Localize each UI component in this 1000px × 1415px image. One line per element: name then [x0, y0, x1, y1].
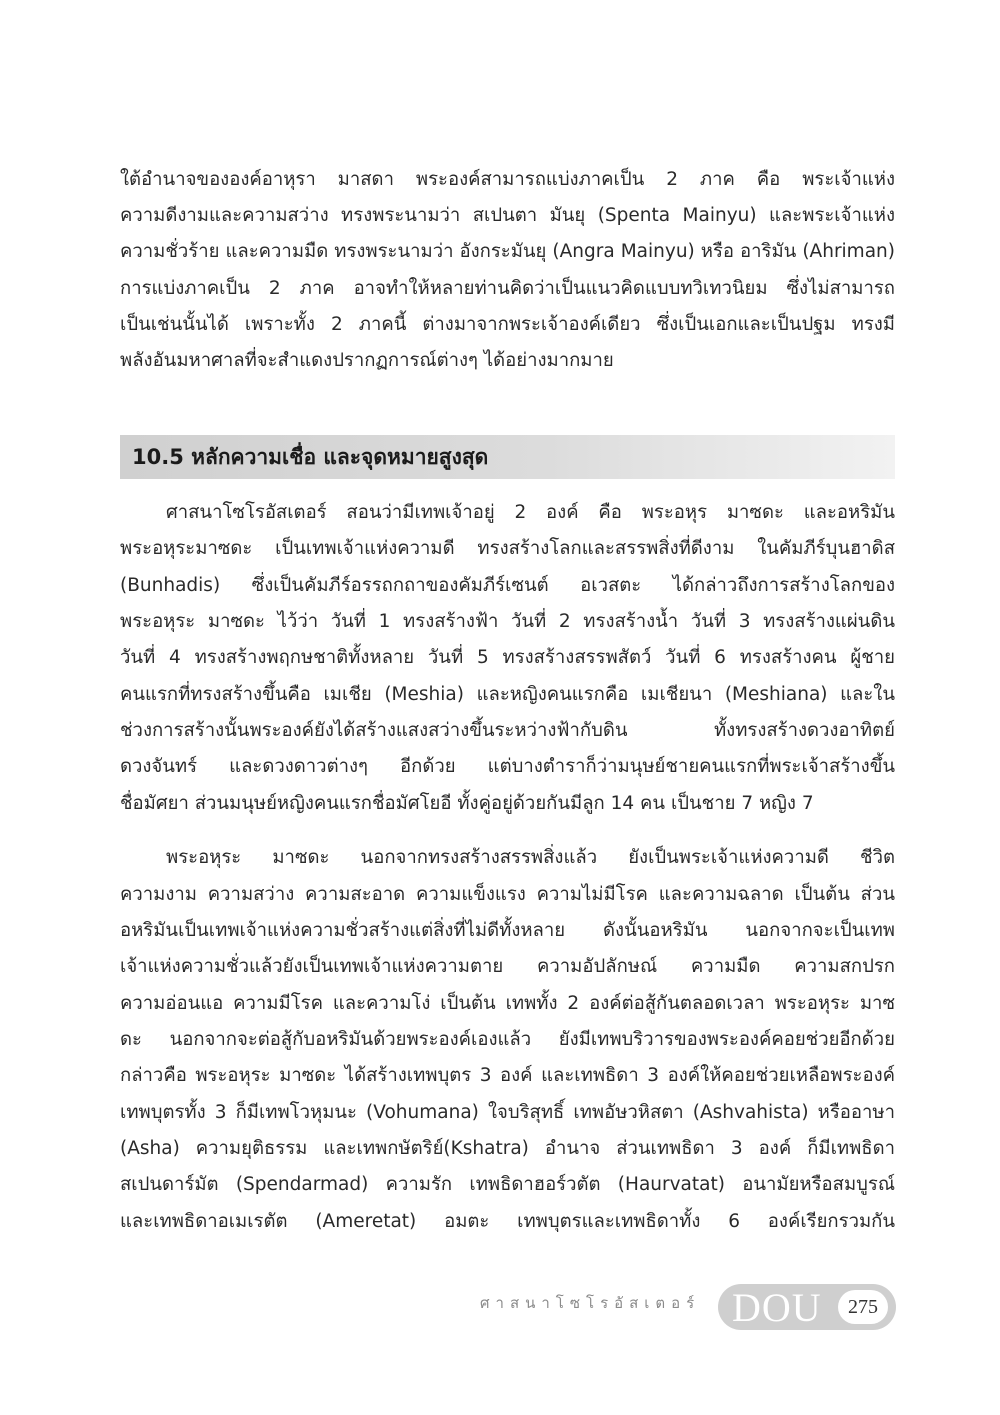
text-line: พลังอันมหาศาลที่จะสำแดงปรากฏการณ์ต่างๆ ได้อย่างมากมาย — [120, 350, 614, 371]
text-line: สเปนดาร์มัต (Spendarmad) ความรัก เทพธิดาฮอร์วตัต (Haurvatat) อนามัยหรือสมบูรณ์ — [120, 1174, 895, 1195]
publisher-logo: DOU — [732, 1285, 822, 1330]
text-line: ความงาม ความสว่าง ความสะอาด ความแข็งแรง ความไม่มีโรค และความฉลาด เป็นต้น ส่วน — [120, 884, 895, 905]
page-badge — [718, 1284, 896, 1330]
text-line: และเทพธิดาอเมเรตัต (Ameretat) อมตะ เทพบุตรและเทพธิดาทั้ง 6 องค์เรียกรวมกัน — [120, 1211, 895, 1232]
text-line: (Bunhadis) ซึ่งเป็นคัมภีร์อรรถกถาของคัมภีร์เซนต์ อเวสตะ ได้กล่าวถึงการสร้างโลกของ — [120, 575, 895, 596]
section-title: 10.5 หลักความเชื่อ และจุดหมายสูงสุด — [132, 445, 489, 469]
text-line: เทพบุตรทั้ง 3 ก็มีเทพโวหุมนะ (Vohumana) ใจบริสุทธิ์ เทพอัษวหิสตา (Ashvahista) หรืออาษา — [120, 1102, 895, 1123]
text-line: ดวงจันทร์ และดวงดาวต่างๆ อีกด้วย แต่บางตำราก็ว่ามนุษย์ชายคนแรกที่พระเจ้าสร้างขึ้น — [120, 756, 895, 777]
text-line: ช่วงการสร้างนั้นพระองค์ยังได้สร้างแสงสว่างขึ้นระหว่างฟ้ากับดิน ทั้งทรงสร้างดวงอาทิตย์ — [120, 720, 895, 741]
text-line: วันที่ 4 ทรงสร้างพฤกษชาติทั้งหลาย วันที่ 5 ทรงสร้างสรรพสัตว์ วันที่ 6 ทรงสร้างคน ผู้ชาย — [120, 647, 895, 668]
text-line: ศาสนาโซโรอัสเตอร์ สอนว่ามีเทพเจ้าอยู่ 2 องค์ คือ พระอหุร มาซดะ และอหริมัน — [166, 502, 895, 523]
text-line: คนแรกที่ทรงสร้างขึ้นคือ เมเชีย (Meshia) และหญิงคนแรกคือ เมเชียนา (Meshiana) และใน — [120, 684, 895, 705]
text-line: พระอหุระ มาซดะ นอกจากทรงสร้างสรรพสิ่งแล้ว ยังเป็นพระเจ้าแห่งความดี ชีวิต — [166, 847, 895, 868]
text-line: อหริมันเป็นเทพเจ้าแห่งความชั่วสร้างแต่สิ่งที่ไม่ดีทั้งหลาย ดังนั้นอหริมัน นอกจากจะเป็นเทพ — [120, 920, 895, 941]
section-header — [120, 435, 895, 479]
text-line: ความชั่วร้าย และความมืด ทรงพระนามว่า อังกระมันยุ (Angra Mainyu) หรือ อาริมัน (Ahriman) — [120, 241, 895, 262]
text-line: (Asha) ความยุติธรรม และเทพกษัตริย์(Kshatra) อำนาจ ส่วนเทพธิดา 3 องค์ ก็มีเทพธิดา — [120, 1138, 895, 1159]
text-line: พระอหุระมาซดะ เป็นเทพเจ้าแห่งความดี ทรงสร้างโลกและสรรพสิ่งที่ดีงาม ในคัมภีร์บุนฮาดิส — [120, 538, 895, 559]
text-line: เจ้าแห่งความชั่วแล้วยังเป็นเทพเจ้าแห่งความตาย ความอัปลักษณ์ ความมืด ความสกปรก — [120, 956, 895, 977]
text-line: กล่าวคือ พระอหุระ มาซดะ ได้สร้างเทพบุตร 3 องค์ และเทพธิดา 3 องค์ให้คอยช่วยเหลือพระองค์ — [120, 1065, 895, 1086]
text-line: เป็นเช่นนั้นได้ เพราะทั้ง 2 ภาคนี้ ต่างมาจากพระเจ้าองค์เดียว ซึ่งเป็นเอกและเป็นปฐม ทรงมี — [120, 314, 895, 335]
text-line: ดะ นอกจากจะต่อสู้กับอหริมันด้วยพระองค์เองแล้ว ยังมีเทพบริวารของพระองค์คอยช่วยอีกด้วย — [120, 1029, 895, 1050]
text-line: พระอหุระ มาซดะ ไว้ว่า วันที่ 1 ทรงสร้างฟ้า วันที่ 2 ทรงสร้างน้ำ วันที่ 3 ทรงสร้างแผ่นดิน — [120, 611, 895, 632]
text-line: ความดีงามและความสว่าง ทรงพระนามว่า สเปนตา มันยุ (Spenta Mainyu) และพระเจ้าแห่ง — [120, 205, 895, 226]
text-line: การแบ่งภาคเป็น 2 ภาค อาจทำให้หลายท่านคิดว่าเป็นแนวคิดแบบทวิเทวนิยม ซึ่งไม่สามารถ — [120, 278, 895, 299]
running-footer-title: ศาสนาโซโรอัสเตอร์ — [480, 1294, 701, 1312]
page-number: 275 — [838, 1290, 888, 1324]
text-line: ความอ่อนแอ ความมีโรค และความโง่ เป็นต้น เทพทั้ง 2 องค์ต่อสู้กันตลอดเวลา พระอหุระ มาซ — [120, 993, 895, 1014]
text-line: ชื่อมัศยา ส่วนมนุษย์หญิงคนแรกชื่อมัศโยอี ทั้งคู่อยู่ด้วยกันมีลูก 14 คน เป็นชาย 7 หญิง 7 — [120, 793, 814, 814]
text-line: ใต้อำนาจขององค์อาหุรา มาสดา พระองค์สามารถแบ่งภาคเป็น 2 ภาค คือ พระเจ้าแห่ง — [120, 169, 895, 190]
